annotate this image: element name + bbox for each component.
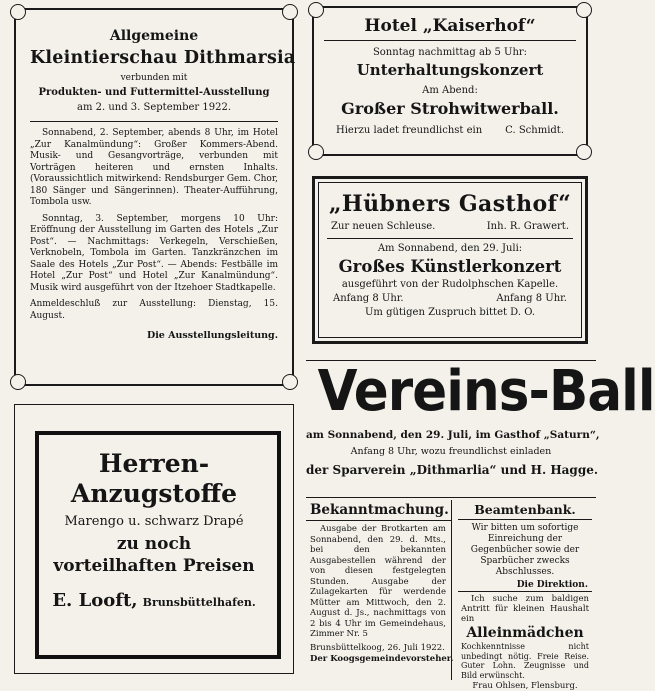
huebner-closing: Um gütigen Zuspruch bittet D. O. (364, 307, 535, 318)
kleintierschau-title-line1: Allgemeine (109, 28, 199, 44)
ornament-icon (10, 374, 26, 390)
ad-beamtenbank (458, 500, 592, 592)
kaiserhof-evening: Am Abend: (422, 85, 478, 96)
maedchen-signer: Frau Ohlsen, Flensburg. (472, 681, 578, 691)
ornament-icon (308, 144, 324, 160)
kleintierschau-dates: am 2. und 3. September 1922. (76, 102, 232, 113)
huebner-title: „Hübners Gasthof“ (328, 191, 572, 217)
ad-kaiserhof (312, 6, 588, 156)
beamtenbank-title: Beamtenbank. (458, 500, 592, 520)
ornament-icon (282, 374, 298, 390)
kaiserhof-title: Hotel „Kaiserhof“ (324, 16, 576, 41)
vereinsball-date-venue: am Sonnabend, den 29. Juli, im Gasthof „Saturn“, (306, 429, 600, 441)
ornament-icon (282, 4, 298, 20)
bekanntmachung-signature: Der Koogsgemeindevorsteher. (310, 653, 454, 664)
kaiserhof-line1: Sonntag nachmittag ab 5 Uhr: (372, 47, 528, 58)
huebner-date: Am Sonnabend, den 29. Juli: (377, 243, 523, 254)
herren-place: Brunsbüttelhafen. (142, 596, 256, 609)
maedchen-body: Kochkenntnisse nicht unbedingt nötig. Freie Reise. Guter Lohn. Zeugnisse und Bild erwünscht. (461, 642, 589, 680)
herren-line5: vorteilhaften Preisen (53, 556, 255, 576)
ad-vereins-ball (306, 359, 655, 498)
ornament-icon (308, 2, 324, 18)
vereinsball-hosts: der Sparverein „Dithmarlia“ und H. Hagge. (306, 463, 599, 477)
herren-line4: zu noch (116, 534, 192, 554)
huebner-start-right: Anfang 8 Uhr. (496, 293, 567, 304)
maedchen-intro: Ich suche zum baldigen Antritt für kleinen Haushalt ein (461, 594, 589, 624)
herren-line1: Herren- (98, 449, 210, 478)
huebner-band: ausgeführt von der Rudolphschen Kapelle. (341, 279, 559, 290)
vereinsball-invite: Anfang 8 Uhr, wozu freundlichst einladen (350, 446, 552, 457)
ad-kleintierschau (14, 8, 294, 386)
kleintierschau-title-line2: Kleintierschau Dithmarsia (30, 48, 296, 68)
ornament-icon (576, 2, 592, 18)
ad-herren-anzugstoffe (14, 404, 294, 674)
maedchen-title: Alleinmädchen (466, 625, 584, 641)
huebner-location: Zur neuen Schleuse. (331, 221, 436, 232)
kaiserhof-invite: Hierzu ladet freundlichst ein (336, 125, 483, 136)
beamtenbank-body: Wir bitten um sofortige Einreichung der Gegenbücher sowie der Sparbücher zwecks Abschlusses. (470, 523, 580, 577)
vereinsball-title: Vereins-Ball (317, 359, 655, 424)
kleintierschau-signature: Die Ausstellungsleitung. (146, 330, 278, 341)
bekanntmachung-title: Bekanntmachung. (306, 500, 451, 521)
kleintierschau-subtitle: Produkten- und Futtermittel-Ausstellung (38, 87, 270, 98)
kaiserhof-concert: Unterhaltungskonzert (356, 61, 544, 79)
bekanntmachung-date: Brunsbüttelkoog, 26. Juli 1922. (310, 642, 445, 653)
kleintierschau-connector: verbunden mit (120, 73, 188, 83)
kleintierschau-paragraph-3: Anmeldeschluß zur Ausstellung: Dienstag, 15. August. (30, 299, 278, 321)
huebner-start-left: Anfang 8 Uhr. (333, 293, 404, 304)
huebner-owner: Inh. R. Grawert. (486, 221, 569, 232)
ad-bekanntmachung (306, 500, 452, 680)
kaiserhof-signer: C. Schmidt. (505, 125, 564, 136)
kaiserhof-ball: Großer Strohwitwerball. (341, 99, 559, 118)
huebner-headline: Großes Künstlerkonzert (338, 257, 562, 276)
herren-line2: Anzugstoffe (70, 479, 238, 508)
ornament-icon (576, 144, 592, 160)
ad-huebners-gasthof (312, 176, 588, 344)
bekanntmachung-body: Ausgabe der Brotkarten am Sonnabend, den 29. d. Mts., bei den bekannten Ausgabestellen während der von diesen festgelegten Stunden. Ausgabe der Zulagekarten für werdende Mütter am Mittwoch, den 2. August d. Js., nachmittags von 2 bis 4 Uhr im Gemeindehaus, Zimmer Nr. 5 (310, 524, 446, 639)
beamtenbank-signature: Die Direktion. (516, 580, 588, 590)
ad-alleinmaedchen (458, 594, 592, 691)
ornament-icon (10, 4, 26, 20)
kleintierschau-paragraph-1: Sonnabend, 2. September, abends 8 Uhr, im Hotel „Zur Kanalmündung“: Großer Kommers-Abend. Musik- und Gesangvorträge, verbunden mit Vorträgen heiteren und ernsten Inhalts. (Voraussichtlich mitwirkend: Rendsburger Gem. Chor, 180 Sänger und Sängerinnen). Theater-Aufführung, Tombola usw. (30, 128, 278, 207)
herren-line3: Marengo u. schwarz Drapé (64, 514, 244, 529)
herren-merchant: E. Looft, (52, 590, 138, 611)
kleintierschau-paragraph-2: Sonntag, 3. September, morgens 10 Uhr: Eröffnung der Ausstellung im Garten des Hotels „Zur Post“. — Nachmittags: Verkegeln, Verschießen, Verknobeln, Tombola im Garten. Tanzkränzchen im Saale des Hotels „Zur Post“. — Abends: Festbälle im Hotel „Zur Post“ und Hotel „Zur Kanalmündung“. Musik wird ausgeführt von der Itzehoer Stadtkapelle. (30, 213, 278, 293)
